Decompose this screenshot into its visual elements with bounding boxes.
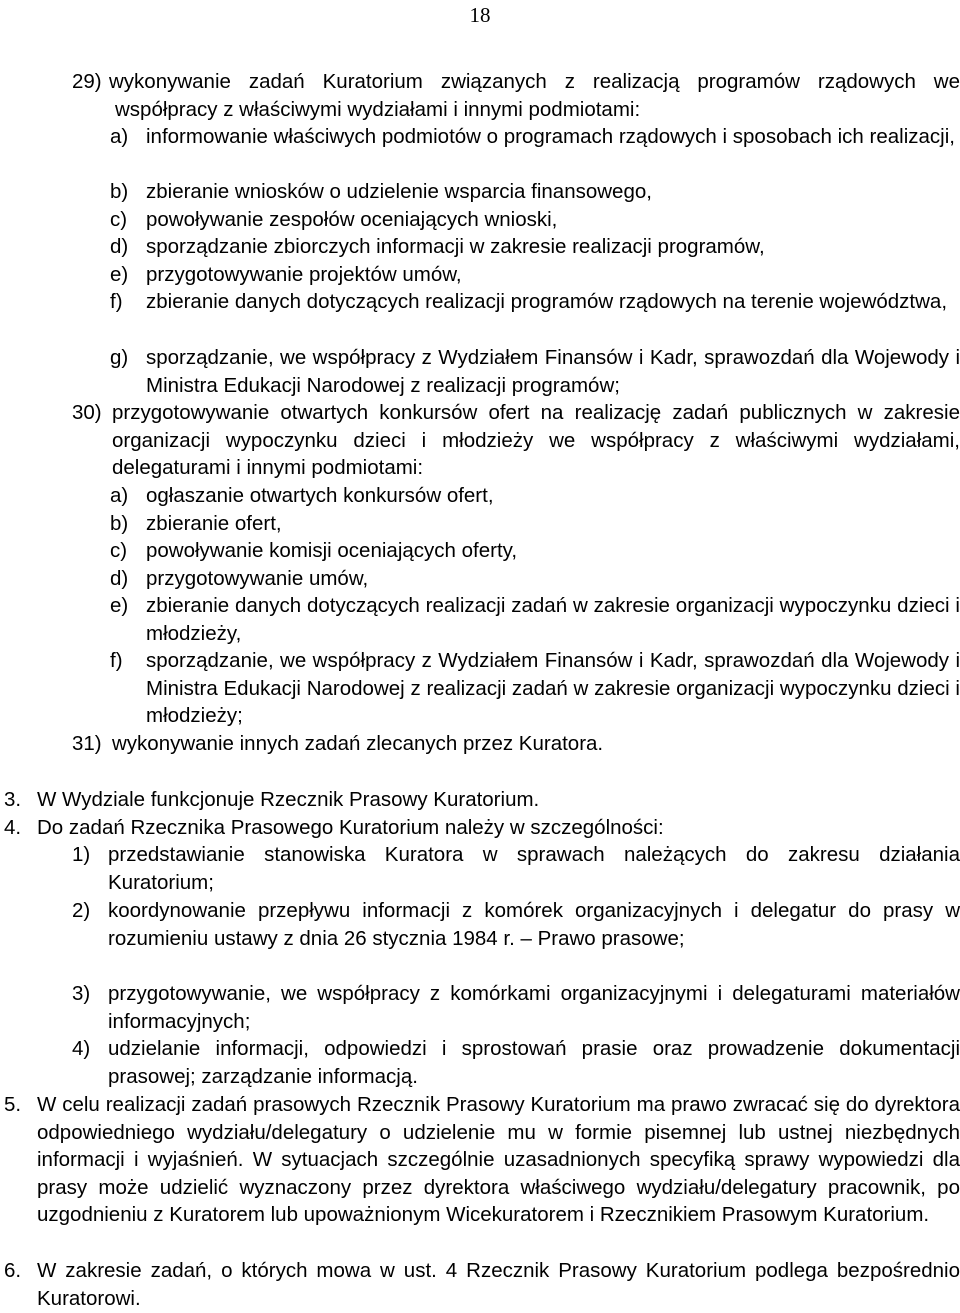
item-29-b-label: b) (110, 180, 129, 203)
item-29-d-label: d) (110, 235, 129, 258)
item-30-e-label: e) (110, 594, 129, 617)
item-29-c-label: c) (110, 208, 128, 231)
item-29-a-label: a) (110, 125, 129, 148)
item-30-label: 30) (72, 401, 102, 424)
section-3-text: W Wydziale funkcjonuje Rzecznik Prasowy Kuratorium. (37, 788, 540, 811)
item-29-c-text: powoływanie zespołów oceniających wnioski, (146, 208, 558, 231)
item-30-a-label: a) (110, 484, 129, 507)
section-4-item-1-text: przedstawianie stanowiska Kuratora w sprawach należących do zakresu działania Kuratorium; (108, 843, 960, 894)
page-number: 18 (469, 3, 491, 27)
item-30-c-text: powoływanie komisji oceniających oferty, (146, 539, 518, 562)
section-4-item-2-text: koordynowanie przepływu informacji z komórek organizacyjnych i delegatur do prasy w rozumieniu ustawy z dnia 26 stycznia 1984 r. – Prawo prasowe; (108, 899, 960, 950)
item-30-f-label: f) (110, 649, 123, 672)
section-4-item-3-label: 3) (72, 982, 91, 1005)
section-4-item-4-label: 4) (72, 1037, 91, 1060)
item-30-d-text: przygotowywanie umów, (146, 567, 369, 590)
item-30-f-text: sporządzanie, we współpracy z Wydziałem Finansów i Kadr, sprawozdań dla Wojewody i Ministra Edukacji Narodowej z realizacji zadań w zakresie organizacji wypoczynku dzieci i młodzieży; (146, 649, 960, 728)
item-29-g-label: g) (110, 346, 129, 369)
item-29-a-text: informowanie właściwych podmiotów o programach rządowych i sposobach ich realizacji, (146, 125, 955, 148)
section-6-text: W zakresie zadań, o których mowa w ust. 4 Rzecznik Prasowy Kuratorium podlega bezpośrednio Kuratorowi. (37, 1259, 960, 1310)
section-4-text: Do zadań Rzecznika Prasowego Kuratorium należy w szczególności: (37, 816, 664, 839)
section-4-item-1-label: 1) (72, 843, 91, 866)
item-30-e-text: zbieranie danych dotyczących realizacji zadań w zakresie organizacji wypoczynku dzieci i młodzieży, (146, 594, 960, 645)
item-31-text: wykonywanie innych zadań zlecanych przez Kuratora. (112, 732, 604, 755)
item-29-e-label: e) (110, 263, 129, 286)
section-4-item-3-text: przygotowywanie, we współpracy z komórkami organizacyjnymi i delegaturami materiałów informacyjnych; (108, 982, 960, 1033)
item-31-label: 31) (72, 732, 102, 755)
item-30-b-text: zbieranie ofert, (146, 512, 282, 535)
section-5-text: W celu realizacji zadań prasowych Rzecznik Prasowy Kuratorium ma prawo zwracać się do dyrektora odpowiedniego wydziału/delegatury o udzielenie mu w formie pisemnej lub ustnej niezbędnych informacji i wyjaśnień. W sytuacjach szczególnie uzasadnionych specyfiką sprawy wypowiedzi dla prasy może udzielić wyznaczony przez dyrektora właściwego wydziału/delegatury pracownik, po uzgodnieniu z Kuratorem lub upoważnionym Wicekuratorem i Rzecznikiem Prasowym Kuratorium. (37, 1093, 960, 1227)
section-5-label: 5. (4, 1093, 22, 1116)
item-30-text: przygotowywanie otwartych konkursów ofert na realizację zadań publicznych w zakresie organizacji wypoczynku dzieci i młodzieży we współpracy z właściwymi wydziałami, delegaturami i innymi podmiotami: (112, 401, 960, 480)
item-30-b-label: b) (110, 512, 129, 535)
section-4-label: 4. (4, 816, 22, 839)
item-29-e-text: przygotowywanie projektów umów, (146, 263, 462, 286)
item-30-d-label: d) (110, 567, 129, 590)
item-29-label: 29) (72, 70, 102, 93)
section-4-item-2-label: 2) (72, 899, 91, 922)
item-30-c-label: c) (110, 539, 128, 562)
item-29-f-label: f) (110, 290, 123, 313)
section-6-label: 6. (4, 1259, 22, 1282)
section-3-label: 3. (4, 788, 22, 811)
item-29-b-text: zbieranie wniosków o udzielenie wsparcia finansowego, (146, 180, 652, 203)
item-29-f-text: zbieranie danych dotyczących realizacji programów rządowych na terenie województwa, (146, 290, 948, 313)
item-29-text: wykonywanie zadań Kuratorium związanych z realizacją programów rządowych we współpracy z właściwymi wydziałami i innymi podmiotami: (109, 70, 960, 121)
item-30-a-text: ogłaszanie otwartych konkursów ofert, (146, 484, 494, 507)
section-4-item-4-text: udzielanie informacji, odpowiedzi i sprostowań prasie oraz prowadzenie dokumentacji prasowej; zarządzanie informacją. (108, 1037, 960, 1088)
item-29-g-text: sporządzanie, we współpracy z Wydziałem Finansów i Kadr, sprawozdań dla Wojewody i Ministra Edukacji Narodowej z realizacji programów; (146, 346, 960, 397)
item-29-d-text: sporządzanie zbiorczych informacji w zakresie realizacji programów, (146, 235, 765, 258)
